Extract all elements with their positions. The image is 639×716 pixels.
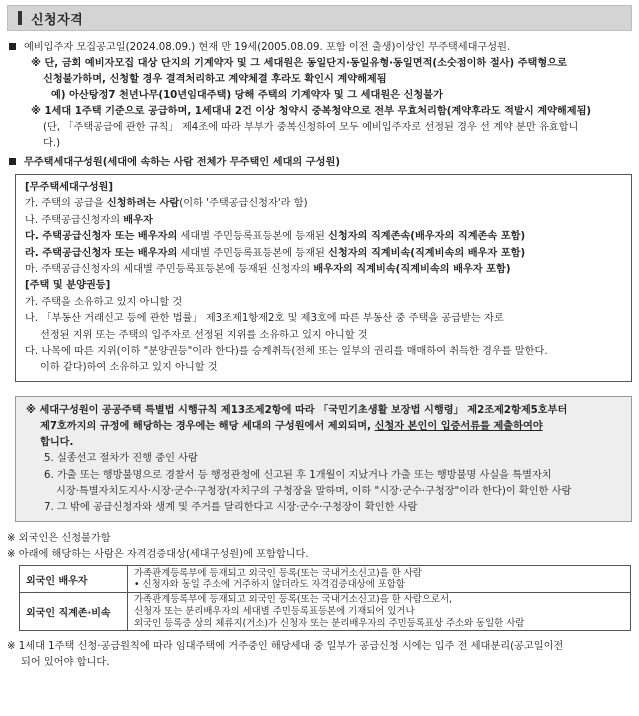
own-item-na-cont: 선정된 지위 또는 주택의 입주자로 선정된 지위를 소유하고 있지 아니할 것 <box>40 329 368 341</box>
footer-note <box>7 639 632 671</box>
item-ma: 마. 주택공급신청자의 세대별 주민등록표등본에 등재된 신청자의 배우자의 직계비속(직계비속의 배우자 포함) <box>25 264 511 276</box>
page-title: 신청자격 <box>31 12 84 28</box>
row-desc-lineal: 가족관계등록부에 등재되고 외국인 등록(또는 국내거소신고)을 한 사람으로서, 신청자 또는 분리배우자의 세대별 주민등록표등본에 기재되어 있거나 외국인 등록증 상의 체류지(거소)가 신청자 또는 분리배우자의 주민등록표상 주소와 동일한 사람 <box>128 593 631 631</box>
item-ra: 라. 주택공급신청자 또는 배우자의 세대별 주민등록표등본에 등재된 신청자의 직계비속(직계비속의 배우자 포함) <box>25 247 526 259</box>
footer-line2: 되어 있어야 합니다. <box>21 657 110 669</box>
intro-section <box>7 40 632 152</box>
foreign-table <box>19 565 631 631</box>
table-row <box>20 593 631 631</box>
foreign-note-included: ※ 아래에 해당하는 사람은 자격검증대상(세대구성원)에 포함합니다. <box>7 549 309 561</box>
box-heading-housing: [주택 및 분양권등] <box>25 280 111 292</box>
square-bullet-icon <box>9 158 16 165</box>
exclusion-line2: 제7호까지의 규정에 해당하는 경우에는 해당 세대의 구성원에서 제외되며, 신청자 본인이 입증서류를 제출하여야 <box>40 421 543 433</box>
square-bullet-icon <box>9 43 16 50</box>
box-heading-household: [무주택세대구성원] <box>25 182 114 193</box>
own-item-ga: 가. 주택을 소유하고 있지 아니할 것 <box>25 296 183 308</box>
note-example: 예) 아산탕정7 천년나무(10년임대주택) 당해 주택의 기계약자 및 그 세대원은 신청불가 <box>51 90 443 101</box>
footer-line1: ※ 1세대 1주택 신청·공급원칙에 따라 임대주택에 거주중인 해당세대 중 일부가 공급신청 시에는 입주 전 세대분리(공고일이전 <box>7 641 564 653</box>
item-ga: 가. 주택의 공급을 신청하려는 사람(이하 '주택공급신청자'라 함) <box>25 198 308 210</box>
table-row <box>20 566 631 593</box>
exclusion-note-box <box>15 396 632 522</box>
row-label-spouse: 외국인 배우자 <box>20 566 128 593</box>
own-item-da: 다. 나목에 따른 지위(이하 "분양권등"이라 한다)를 승계취득(전체 또는 일부의 권리를 매매하여 취득한 경우를 말한다. <box>25 346 548 358</box>
note-one-household-exception-cont: 다.) <box>43 138 61 149</box>
own-item-da-cont: 이하 같다)하여 소유하고 있지 아니할 것 <box>40 362 218 374</box>
note-duplicate-contract-cont: 신청불가하며, 신청할 경우 결격처리하고 계약체결 후라도 확인시 계약해제됨 <box>43 74 387 85</box>
section-header <box>7 5 632 31</box>
item-na: 나. 주택공급신청자의 배우자 <box>25 214 153 226</box>
exclusion-item6-cont: 시장·특별자치도지사·시장·군수·구청장(자치구의 구청장을 말하며, 이하 "시장·군수·구청장"이라 한다)이 확인한 사람 <box>56 485 572 497</box>
section2-title: 무주택세대구성원(세대에 속하는 사람 전체가 무주택인 세대의 구성원) <box>7 155 632 171</box>
note-one-household-exception: (단, 「주택공급에 관한 규칙」 제4조에 따라 부부가 중복신청하여 모두 예비입주자로 선정된 경우 선 계약 분만 유효합니 <box>43 122 579 133</box>
note-duplicate-contract: ※ 단, 금회 예비자모집 대상 단지의 기계약자 및 그 세대원은 동일단지·동일유형·동일면적(소숫점이하 절사) 주택형으로 <box>31 58 567 69</box>
foreign-note-ineligible: ※ 외국인은 신청불가함 <box>7 533 111 545</box>
row-label-lineal: 외국인 직계존·비속 <box>20 593 128 631</box>
exclusion-line3: 합니다. <box>40 437 74 449</box>
foreign-section <box>7 531 632 631</box>
own-item-na: 나. 「부동산 거래신고 등에 관한 법률」 제3조제1항제2호 및 제3호에 따른 부동산 중 주택을 공급받는 자로 <box>25 313 504 325</box>
exclusion-line1: ※ 세대구성원이 공공주택 특별법 시행규칙 제13조제2항에 따라 「국민기초생활 보장법 시행령」 제2조제2항제5호부터 <box>26 404 568 416</box>
note-one-household: ※ 1세대 1주택 기준으로 공급하며, 1세대내 2건 이상 청약시 중복청약으로 전부 무효처리함(계약후라도 적발시 계약해제됨) <box>31 106 592 117</box>
exclusion-item7: 7. 그 밖에 공급신청자와 생계 및 주거를 달리한다고 시장·군수·구청장이 확인한 사람 <box>44 502 418 514</box>
household-definition-box <box>15 174 632 382</box>
exclusion-item5: 5. 실종선고 절차가 진행 중인 사람 <box>44 453 198 465</box>
exclusion-item6: 6. 가출 또는 행방불명으로 경찰서 등 행정관청에 신고된 후 1개월이 지났거나 가출 또는 행방불명 사실을 특별자치 <box>44 469 552 481</box>
item-da: 다. 주택공급신청자 또는 배우자의 세대별 주민등록표등본에 등재된 신청자의 직계존속(배우자의 직계존속 포함) <box>25 231 526 243</box>
intro-line: 예비입주자 모집공고일(2024.08.09.) 현재 만 19세(2005.08.09. 포함 이전 출생)이상인 무주택세대구성원. <box>7 40 632 56</box>
header-marker-icon <box>18 11 22 25</box>
row-desc-spouse: 가족관계등록부에 등재되고 외국인 등록(또는 국내거소신고)을 한 사람 • 신청자와 동일 주소에 거주하지 않더라도 자격검증대상에 포함함 <box>128 566 631 593</box>
